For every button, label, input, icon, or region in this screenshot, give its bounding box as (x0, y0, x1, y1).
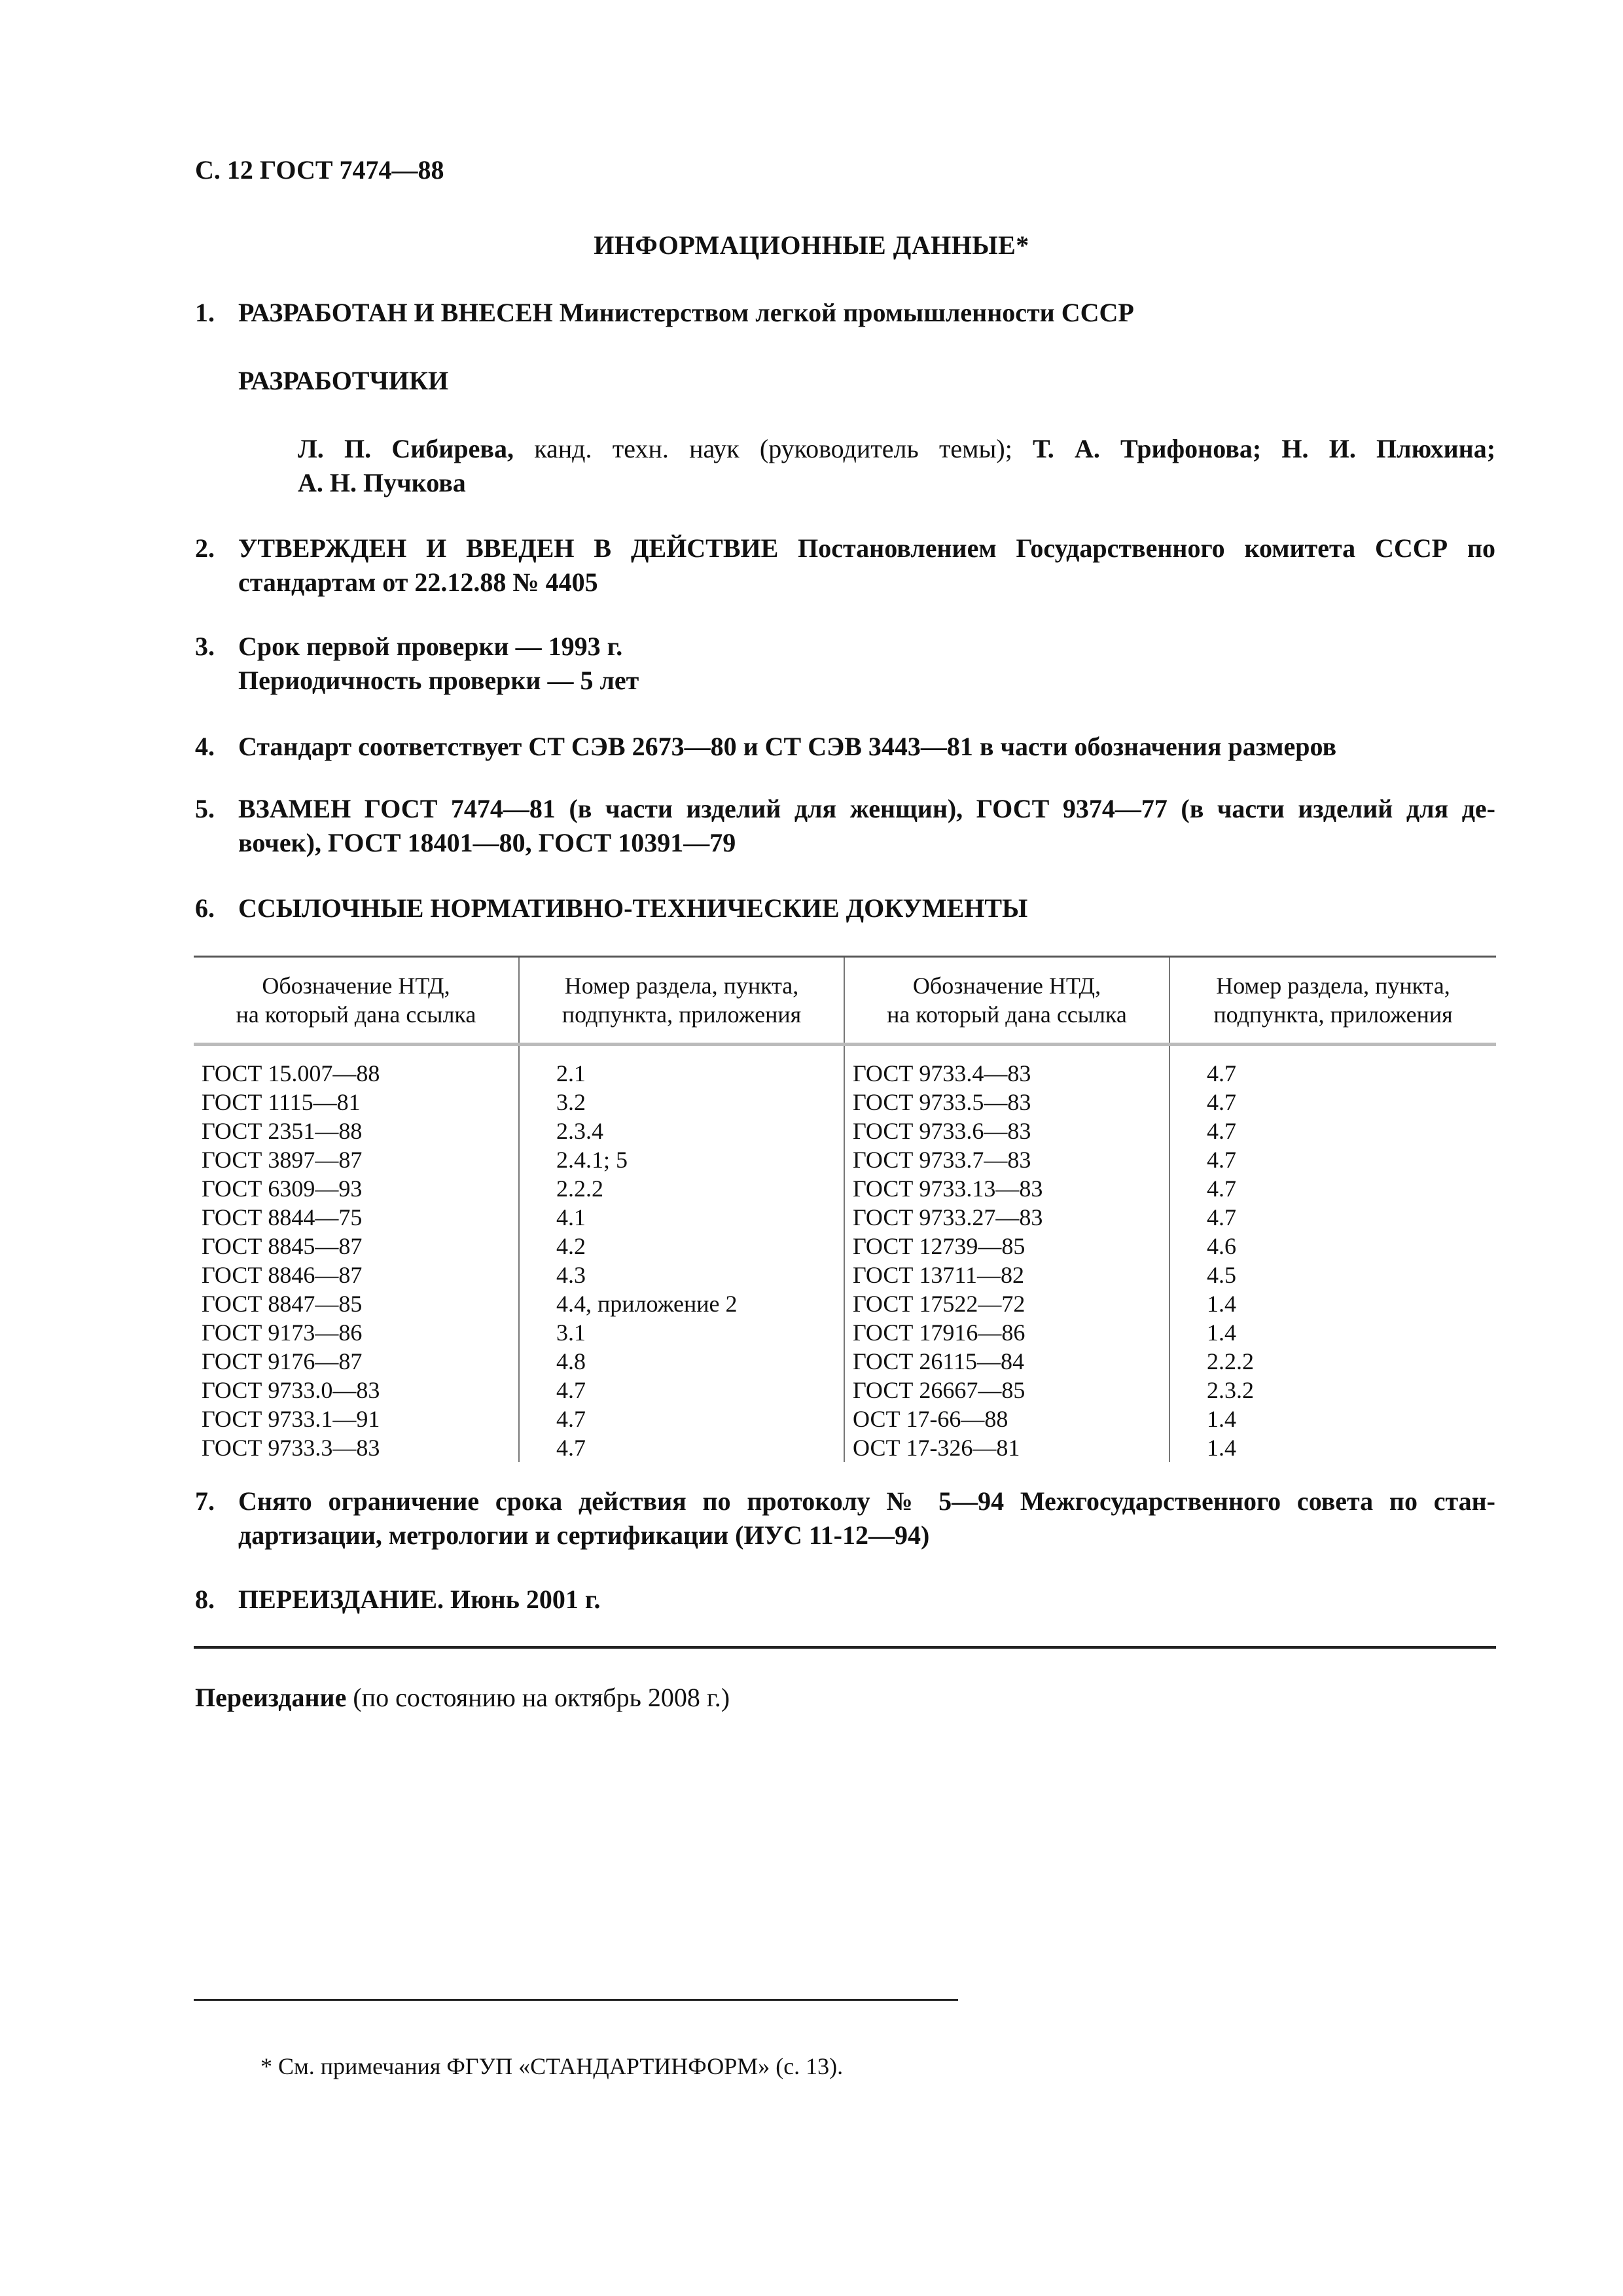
section-7-line-2: дартизации, метрологии и сертификации (ИУС 11-12—94) (238, 1520, 930, 1550)
table-cell: 4.7 (556, 1435, 586, 1461)
section-3-number: 3. (195, 632, 215, 661)
table-cell: ГОСТ 6309—93 (202, 1175, 363, 1202)
table-cell: ГОСТ 17916—86 (853, 1319, 1026, 1346)
section-7-line-1: Снято ограничение срока действия по протоколу № 5—94 Межгосударственного совета по стан- (238, 1486, 1495, 1516)
developers-line-1 (298, 432, 1495, 466)
table-cell: ОСТ 17-326—81 (853, 1435, 1020, 1461)
table-cell: ОСТ 17-66—88 (853, 1406, 1008, 1432)
section-8-text: ПЕРЕИЗДАНИЕ. Июнь 2001 г. (238, 1585, 601, 1614)
table-cell: ГОСТ 3897—87 (202, 1147, 363, 1173)
table-cell: ГОСТ 9173—86 (202, 1319, 363, 1346)
table-cell: ГОСТ 9733.7—83 (853, 1147, 1031, 1173)
table-cell: ГОСТ 26667—85 (853, 1377, 1026, 1403)
table-cell: 4.7 (1207, 1089, 1236, 1115)
footnote-divider (194, 1999, 958, 2001)
section-4-number: 4. (195, 732, 215, 761)
table-cell: 2.2.2 (556, 1175, 603, 1202)
table-cell: 1.4 (1207, 1319, 1236, 1346)
page-header: С. 12 ГОСТ 7474—88 (195, 155, 444, 185)
table-cell: 1.4 (1207, 1435, 1236, 1461)
table-cell: 4.8 (556, 1348, 586, 1374)
table-cell: 2.3.4 (556, 1118, 603, 1144)
table-cell: ГОСТ 12739—85 (853, 1233, 1026, 1259)
table-cell: ГОСТ 8845—87 (202, 1233, 363, 1259)
table-cell: 4.5 (1207, 1262, 1236, 1288)
table-cell: ГОСТ 9733.6—83 (853, 1118, 1031, 1144)
table-cell: 3.1 (556, 1319, 586, 1346)
developers-2-3-names: Т. А. Трифонова; Н. И. Плюхина; (1033, 434, 1496, 463)
section-2-line-2: стандартам от 22.12.88 № 4405 (238, 567, 598, 597)
header-section-right: Номер раздела, пункта, подпункта, приложения (1169, 957, 1496, 1045)
table-cell: ГОСТ 9733.4—83 (853, 1060, 1031, 1086)
table-cell: 1.4 (1207, 1291, 1236, 1317)
table-cell: 4.7 (1207, 1118, 1236, 1144)
table-cell: ГОСТ 2351—88 (202, 1118, 363, 1144)
table-cell: 2.1 (556, 1060, 586, 1086)
table-cell: 4.1 (556, 1204, 586, 1230)
developer-1-name: Л. П. Сибирева, (298, 434, 514, 463)
references-table (194, 956, 1496, 1462)
table-cell: ГОСТ 1115—81 (202, 1089, 361, 1115)
table-cell: 4.7 (1207, 1175, 1236, 1202)
table-cell: ГОСТ 9733.13—83 (853, 1175, 1043, 1202)
table-cell: 4.3 (556, 1262, 586, 1288)
section-3-line-1: Срок первой проверки — 1993 г. (238, 632, 623, 661)
table-cell: ГОСТ 26115—84 (853, 1348, 1025, 1374)
section-2-line-1: УТВЕРЖДЕН И ВВЕДЕН В ДЕЙСТВИЕ Постановлением Государственного комитета СССР по (238, 533, 1495, 563)
table-cell: 1.4 (1207, 1406, 1236, 1432)
reissue-text: (по состоянию на октябрь 2008 г.) (353, 1683, 730, 1712)
section-divider (194, 1646, 1496, 1649)
left-document-column (194, 1045, 519, 1463)
table-cell: 3.2 (556, 1089, 586, 1115)
table-cell: ГОСТ 9733.27—83 (853, 1204, 1043, 1230)
table-cell: 4.7 (1207, 1060, 1236, 1086)
developer-4-name: А. Н. Пучкова (298, 468, 466, 497)
developers-heading: РАЗРАБОТЧИКИ (238, 366, 449, 395)
table-cell: ГОСТ 9176—87 (202, 1348, 363, 1374)
section-5-line-1: ВЗАМЕН ГОСТ 7474—81 (в части изделий для женщин), ГОСТ 9374—77 (в части изделий для де- (238, 794, 1495, 823)
section-3-line-2: Периодичность проверки — 5 лет (238, 666, 639, 695)
section-1-lead: РАЗРАБОТАН И ВНЕСЕН (238, 298, 553, 327)
header-section-left: Номер раздела, пункта, подпункта, приложения (519, 957, 844, 1045)
reissue-lead: Переиздание (195, 1683, 347, 1712)
table-cell: ГОСТ 15.007—88 (202, 1060, 380, 1086)
section-7-number: 7. (195, 1486, 215, 1516)
table-cell: 4.7 (1207, 1147, 1236, 1173)
developer-1-role: канд. техн. наук (руководитель темы); (534, 434, 1012, 463)
section-5-number: 5. (195, 794, 215, 823)
table-cell: 4.7 (556, 1377, 586, 1403)
table-cell: ГОСТ 13711—82 (853, 1262, 1025, 1288)
section-1-text (238, 296, 1134, 330)
section-4-text: Стандарт соответствует СТ СЭВ 2673—80 и СТ СЭВ 3443—81 в части обозначения размеров (238, 732, 1337, 761)
footnote: * См. примечания ФГУП «СТАНДАРТИНФОРМ» (с. 13). (260, 2053, 844, 2079)
header-document-right: Обозначение НТД, на который дана ссылка (844, 957, 1169, 1045)
header-document-left: Обозначение НТД, на который дана ссылка (194, 957, 519, 1045)
table-cell: ГОСТ 9733.0—83 (202, 1377, 380, 1403)
table-cell: ГОСТ 8847—85 (202, 1291, 363, 1317)
table-cell: 2.2.2 (1207, 1348, 1254, 1374)
references-table-header (194, 957, 1496, 1045)
section-1-body: Министерством легкой промышленности СССР (559, 298, 1134, 327)
table-cell: ГОСТ 9733.1—91 (202, 1406, 380, 1432)
table-cell: ГОСТ 8844—75 (202, 1204, 363, 1230)
reissue-note (195, 1681, 730, 1715)
table-cell: 2.4.1; 5 (556, 1147, 628, 1173)
table-cell: 4.2 (556, 1233, 586, 1259)
table-cell: 4.6 (1207, 1233, 1236, 1259)
table-cell: ГОСТ 9733.5—83 (853, 1089, 1031, 1115)
table-cell: 4.7 (1207, 1204, 1236, 1230)
section-6-number: 6. (195, 893, 215, 923)
section-8-number: 8. (195, 1585, 215, 1614)
table-cell: 2.3.2 (1207, 1377, 1254, 1403)
right-section-column (1169, 1045, 1496, 1463)
table-cell: ГОСТ 17522—72 (853, 1291, 1026, 1317)
section-5-line-2: вочек), ГОСТ 18401—80, ГОСТ 10391—79 (238, 828, 736, 857)
left-section-column (519, 1045, 844, 1463)
right-document-column (844, 1045, 1169, 1463)
table-cell: ГОСТ 8846—87 (202, 1262, 363, 1288)
table-cell: 4.4, приложение 2 (556, 1291, 738, 1317)
section-6-heading: ССЫЛОЧНЫЕ НОРМАТИВНО-ТЕХНИЧЕСКИЕ ДОКУМЕНТЫ (238, 893, 1028, 923)
page-title: ИНФОРМАЦИОННЫЕ ДАННЫЕ* (594, 230, 1029, 260)
section-1-number: 1. (195, 298, 215, 327)
section-2-number: 2. (195, 533, 215, 563)
table-cell: 4.7 (556, 1406, 586, 1432)
table-cell: ГОСТ 9733.3—83 (202, 1435, 380, 1461)
